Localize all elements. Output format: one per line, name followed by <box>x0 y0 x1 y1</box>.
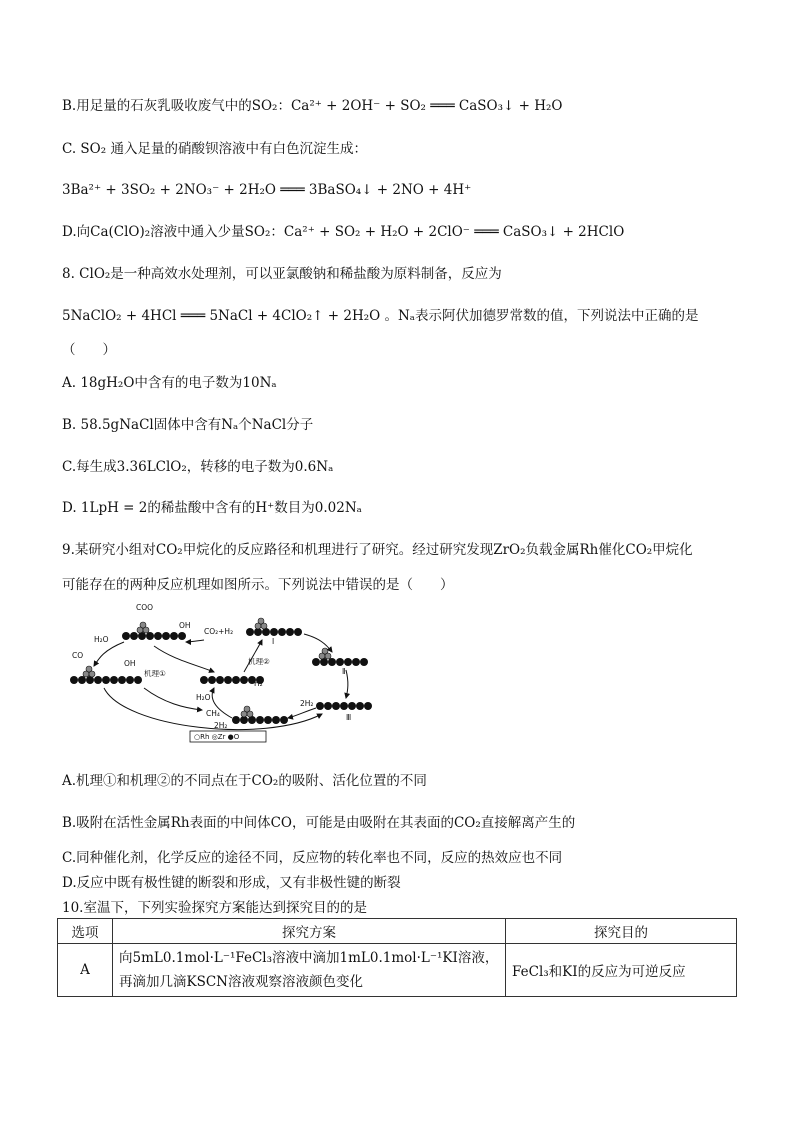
label-co2-h2: CO₂+H₂ <box>204 627 234 636</box>
question-9-option-b: B.吸附在活性金属Rh表面的中间体CO，可能是由吸附在其表面的CO₂直接解离产生的 <box>62 815 576 831</box>
catalyst-surface-I <box>246 628 302 636</box>
catalyst-surface-left <box>70 676 142 684</box>
label-iii: Ⅲ <box>346 713 352 722</box>
label-2h2-a: 2H₂ <box>214 721 228 730</box>
cell-plan-line-2: 再滴加几滴KSCN溶液观察溶液颜色变化 <box>119 974 363 990</box>
label-2h2-b: 2H₂ <box>300 699 314 708</box>
catalyst-surface-II <box>312 658 368 666</box>
question-8-paren: （ ） <box>62 342 116 358</box>
label-ch4: CH₄ <box>206 709 220 718</box>
header-goal: 探究目的 <box>506 919 737 944</box>
question-8-option-d: D. 1LpH = 2的稀盐酸中含有的H⁺数目为0.02Nₐ <box>62 500 362 516</box>
table-header-row <box>58 919 737 944</box>
question-8-stem: 8. ClO₂是一种高效水处理剂，可以亚氯酸钠和稀盐酸为原料制备，反应为 <box>62 266 502 282</box>
question-10-table <box>57 918 737 997</box>
catalyst-surface-top <box>122 632 186 640</box>
label-coo: COO <box>136 603 154 612</box>
catalyst-surface-bottom <box>232 716 288 724</box>
legend-text: ○Rh ◎Zr ●O <box>194 733 240 741</box>
question-8-option-b: B. 58.5gNaCl固体中含有Nₐ个NaCl分子 <box>62 417 314 433</box>
question-9-option-c: C.同种催化剂，化学反应的途径不同，反应物的转化率也不同，反应的热效应也不同 <box>62 850 563 866</box>
question-9-stem-2: 可能存在的两种反应机理如图所示。下列说法中错误的是（ ） <box>62 577 454 593</box>
label-h2: H₂ <box>254 679 263 688</box>
label-oh-2: OH <box>124 659 136 668</box>
reaction-mechanism-diagram <box>64 598 384 746</box>
option-c-line: C. SO₂ 通入足量的硝酸钡溶液中有白色沉淀生成： <box>62 141 367 157</box>
label-mechanism-2: 机理② <box>248 657 270 666</box>
question-9-option-a: A.机理①和机理②的不同点在于CO₂的吸附、活化位置的不同 <box>62 773 427 789</box>
question-8-option-c: C.每生成3.36LClO₂，转移的电子数为0.6Nₐ <box>62 459 334 475</box>
question-8-equation: 5NaClO₂ + 4HCl ═══ 5NaCl + 4ClO₂↑ + 2H₂O 。Nₐ表示阿伏加德罗常数的值，下列说法中正确的是 <box>62 308 699 324</box>
label-h2o-1: H₂O <box>94 635 109 644</box>
label-mechanism-1: 机理① <box>144 669 166 678</box>
label-co: CO <box>72 651 84 660</box>
question-9-option-d: D.反应中既有极性键的断裂和形成，又有非极性键的断裂 <box>62 875 401 891</box>
cell-plan <box>113 944 506 997</box>
option-d-line: D.向Ca(ClO)₂溶液中通入少量SO₂：Ca²⁺ + SO₂ + H₂O + 2ClO⁻ ═══ CaSO₃↓ + 2HClO <box>62 224 625 240</box>
question-10-stem: 10.室温下，下列实验探究方案能达到探究目的的是 <box>62 900 367 916</box>
header-plan: 探究方案 <box>113 919 506 944</box>
cell-plan-line-1: 向5mL0.1mol·L⁻¹FeCl₃溶液中滴加1mL0.1mol·L⁻¹KI溶液， <box>119 950 499 966</box>
option-b-line: B.用足量的石灰乳吸收废气中的SO₂：Ca²⁺ + 2OH⁻ + SO₂ ═══ CaSO₃↓ + H₂O <box>62 98 563 114</box>
header-option: 选项 <box>58 919 113 944</box>
question-9-stem: 9.某研究小组对CO₂甲烷化的反应路径和机理进行了研究。经过研究发现ZrO₂负载金属Rh催化CO₂甲烷化 <box>62 542 693 558</box>
table-row <box>58 944 737 997</box>
option-c-equation: 3Ba²⁺ + 3SO₂ + 2NO₃⁻ + 2H₂O ═══ 3BaSO₄↓ + 2NO + 4H⁺ <box>62 182 472 198</box>
question-8-option-a: A. 18gH₂O中含有的电子数为10Nₐ <box>62 375 277 391</box>
cell-goal: FeCl₃和KI的反应为可逆反应 <box>506 944 737 997</box>
catalyst-surface-III <box>316 702 372 710</box>
label-ii: Ⅱ <box>342 667 346 676</box>
label-oh-1: OH <box>179 621 191 630</box>
cell-option: A <box>58 944 113 997</box>
label-h2o-2: H₂O <box>196 693 211 702</box>
label-i: I <box>272 637 275 646</box>
